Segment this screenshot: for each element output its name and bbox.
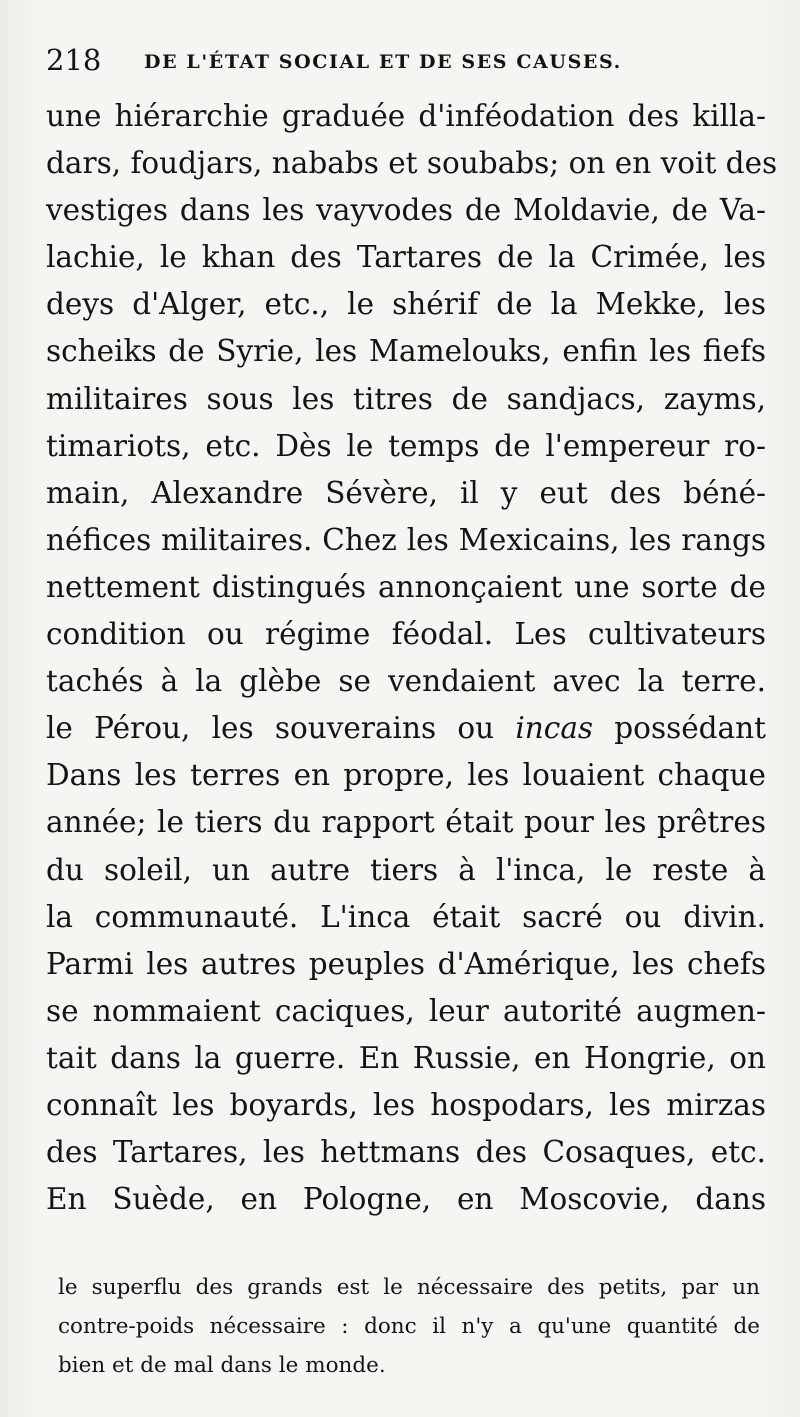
body-text (46, 93, 778, 1223)
running-title: DE L'ÉTAT SOCIAL ET DE SES CAUSES. (144, 51, 622, 73)
text-line: tait dans la guerre. En Russie, en Hongrie, on (46, 1040, 766, 1075)
footnote (58, 1268, 760, 1385)
footnote-line: bien et de mal dans le monde. (58, 1353, 386, 1378)
text-run: le Pérou, les souverains ou (46, 711, 516, 746)
text-line: vestiges dans les vayvodes de Moldavie, de Va- (46, 193, 766, 228)
page-number: 218 (46, 43, 102, 77)
text-line: En Suède, en Pologne, en Moscovie, dans (46, 1182, 766, 1217)
text-run: possédant (593, 711, 767, 746)
text-line: dars, foudjars, nababs et soubabs; on en voit des (46, 146, 778, 181)
text-line: scheiks de Syrie, les Mamelouks, enfin les fiefs (46, 334, 766, 369)
text-line: des Tartares, les hettmans des Cosaques, etc. (46, 1135, 766, 1170)
footnote-line: contre-poids nécessaire : donc il n'y a qu'une quantité de (58, 1314, 760, 1339)
text-line-with-italic (46, 705, 766, 752)
text-line: connaît les boyards, les hospodars, les mirzas (46, 1087, 766, 1122)
italic-word: incas (515, 711, 594, 746)
text-line: deys d'Alger, etc., le shérif de la Mekke, les (46, 287, 766, 322)
text-line: tachés à la glèbe se vendaient avec la terre. (46, 664, 766, 699)
text-line: une hiérarchie graduée d'inféodation des killa- (46, 99, 766, 133)
text-line: année; le tiers du rapport était pour les prêtres (46, 805, 766, 840)
text-line: se nommaient caciques, leur autorité augmen- (46, 993, 766, 1028)
text-line: lachie, le khan des Tartares de la Crimée, les (46, 240, 766, 275)
text-line: du soleil, un autre tiers à l'inca, le reste à (46, 852, 766, 887)
text-line: Dans les terres en propre, les louaient chaque (46, 758, 766, 793)
text-line: Parmi les autres peuples d'Amérique, les chefs (46, 946, 766, 981)
text-line: la communauté. L'inca était sacré ou divin. (46, 899, 766, 934)
text-line: condition ou régime féodal. Les cultivateurs (46, 617, 766, 652)
text-line: militaires sous les titres de sandjacs, zayms, (46, 381, 766, 416)
text-line: néfices militaires. Chez les Mexicains, les rangs (46, 522, 766, 557)
text-line: nettement distingués annonçaient une sorte de (46, 569, 766, 604)
text-line: main, Alexandre Sévère, il y eut des béné- (46, 475, 766, 510)
page-header (46, 40, 766, 80)
text-line: timariots, etc. Dès le temps de l'empereur ro- (46, 428, 766, 463)
footnote-line: le superflu des grands est le nécessaire des petits, par un (58, 1275, 760, 1300)
